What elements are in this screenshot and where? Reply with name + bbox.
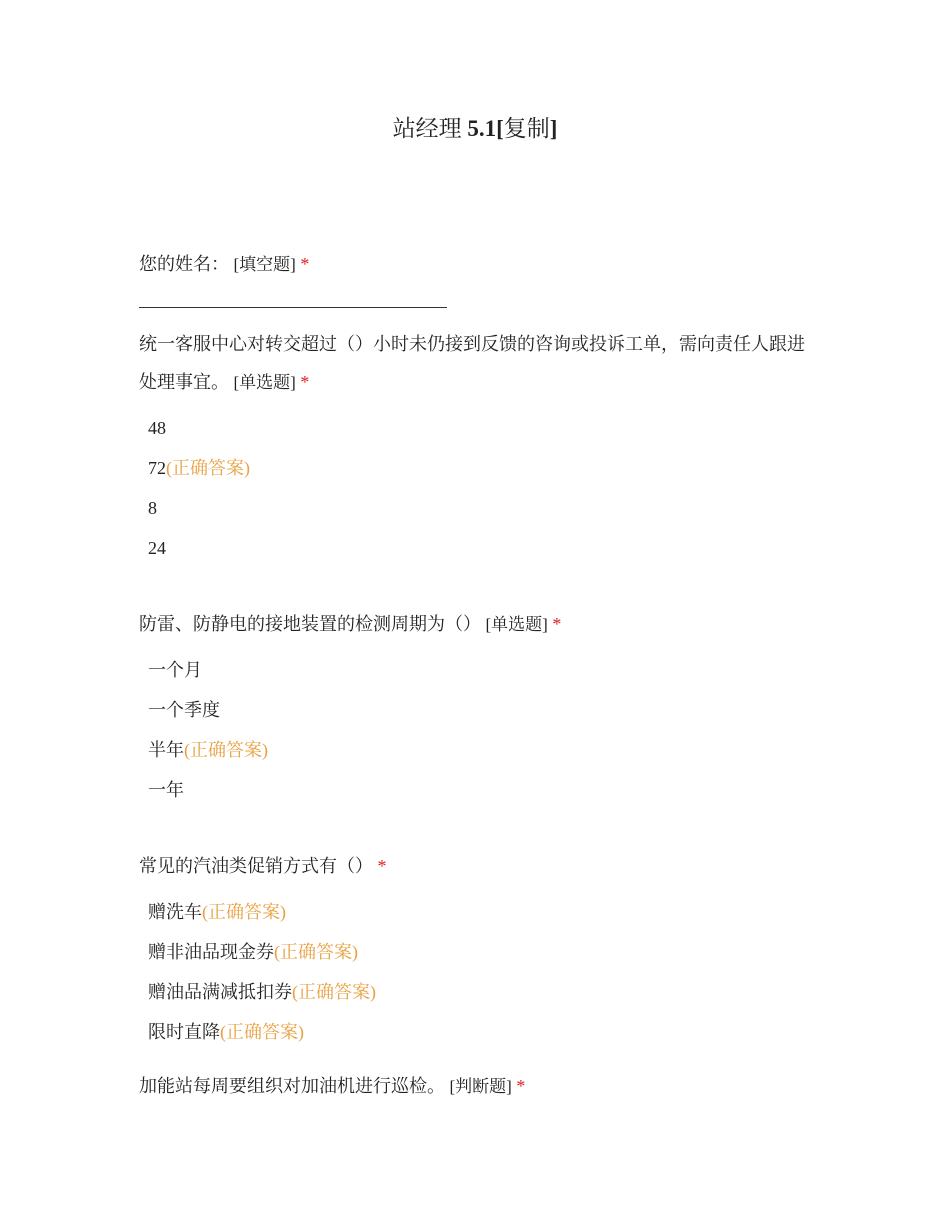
page-title: 站经理 5.1[复制] [392, 116, 558, 141]
correct-answer-mark: (正确答案) [202, 902, 286, 922]
question-4 [139, 847, 819, 886]
required-marker: * [516, 1076, 526, 1096]
correct-answer-mark: (正确答案) [166, 458, 250, 478]
required-marker: * [300, 372, 310, 392]
required-marker: * [552, 614, 562, 634]
question-text: 常见的汽油类促销方式有（） [139, 856, 373, 876]
correct-answer-mark: (正确答案) [220, 1022, 304, 1042]
option-item[interactable]: 一年 [148, 780, 184, 800]
option-item[interactable]: 24 [148, 538, 166, 558]
question-1 [139, 245, 819, 284]
question-5 [139, 1067, 819, 1106]
option-item[interactable]: 限时直降(正确答案) [148, 1022, 304, 1042]
correct-answer-mark: (正确答案) [184, 740, 268, 760]
option-item[interactable]: 72(正确答案) [148, 458, 250, 478]
option-item[interactable]: 半年(正确答案) [148, 740, 268, 760]
option-item[interactable]: 8 [148, 498, 157, 518]
option-item[interactable]: 一个季度 [148, 700, 220, 720]
option-item[interactable]: 赠油品满减抵扣券(正确答案) [148, 982, 376, 1002]
question-3 [139, 605, 819, 644]
required-marker: * [377, 856, 387, 876]
option-item[interactable]: 赠非油品现金券(正确答案) [148, 942, 358, 962]
correct-answer-mark: (正确答案) [292, 982, 376, 1002]
question-text: 统一客服中心对转交超过（）小时未仍接到反馈的咨询或投诉工单，需向责任人跟进处理事宜。 [139, 334, 805, 392]
correct-answer-mark: (正确答案) [274, 942, 358, 962]
question-text: 您的姓名： [139, 254, 229, 274]
option-item[interactable]: 一个月 [148, 660, 202, 680]
question-2 [139, 325, 819, 402]
question-type-tag: [判断题] [449, 1077, 512, 1096]
answer-blank-line[interactable] [139, 307, 447, 308]
question-type-tag: [填空题] [233, 255, 296, 274]
required-marker: * [300, 254, 310, 274]
question-text: 防雷、防静电的接地装置的检测周期为（） [139, 614, 481, 634]
question-text: 加能站每周要组织对加油机进行巡检。 [139, 1076, 445, 1096]
option-item[interactable]: 赠洗车(正确答案) [148, 902, 286, 922]
question-type-tag: [单选题] [485, 615, 548, 634]
option-item[interactable]: 48 [148, 418, 166, 438]
question-type-tag: [单选题] [233, 373, 296, 392]
